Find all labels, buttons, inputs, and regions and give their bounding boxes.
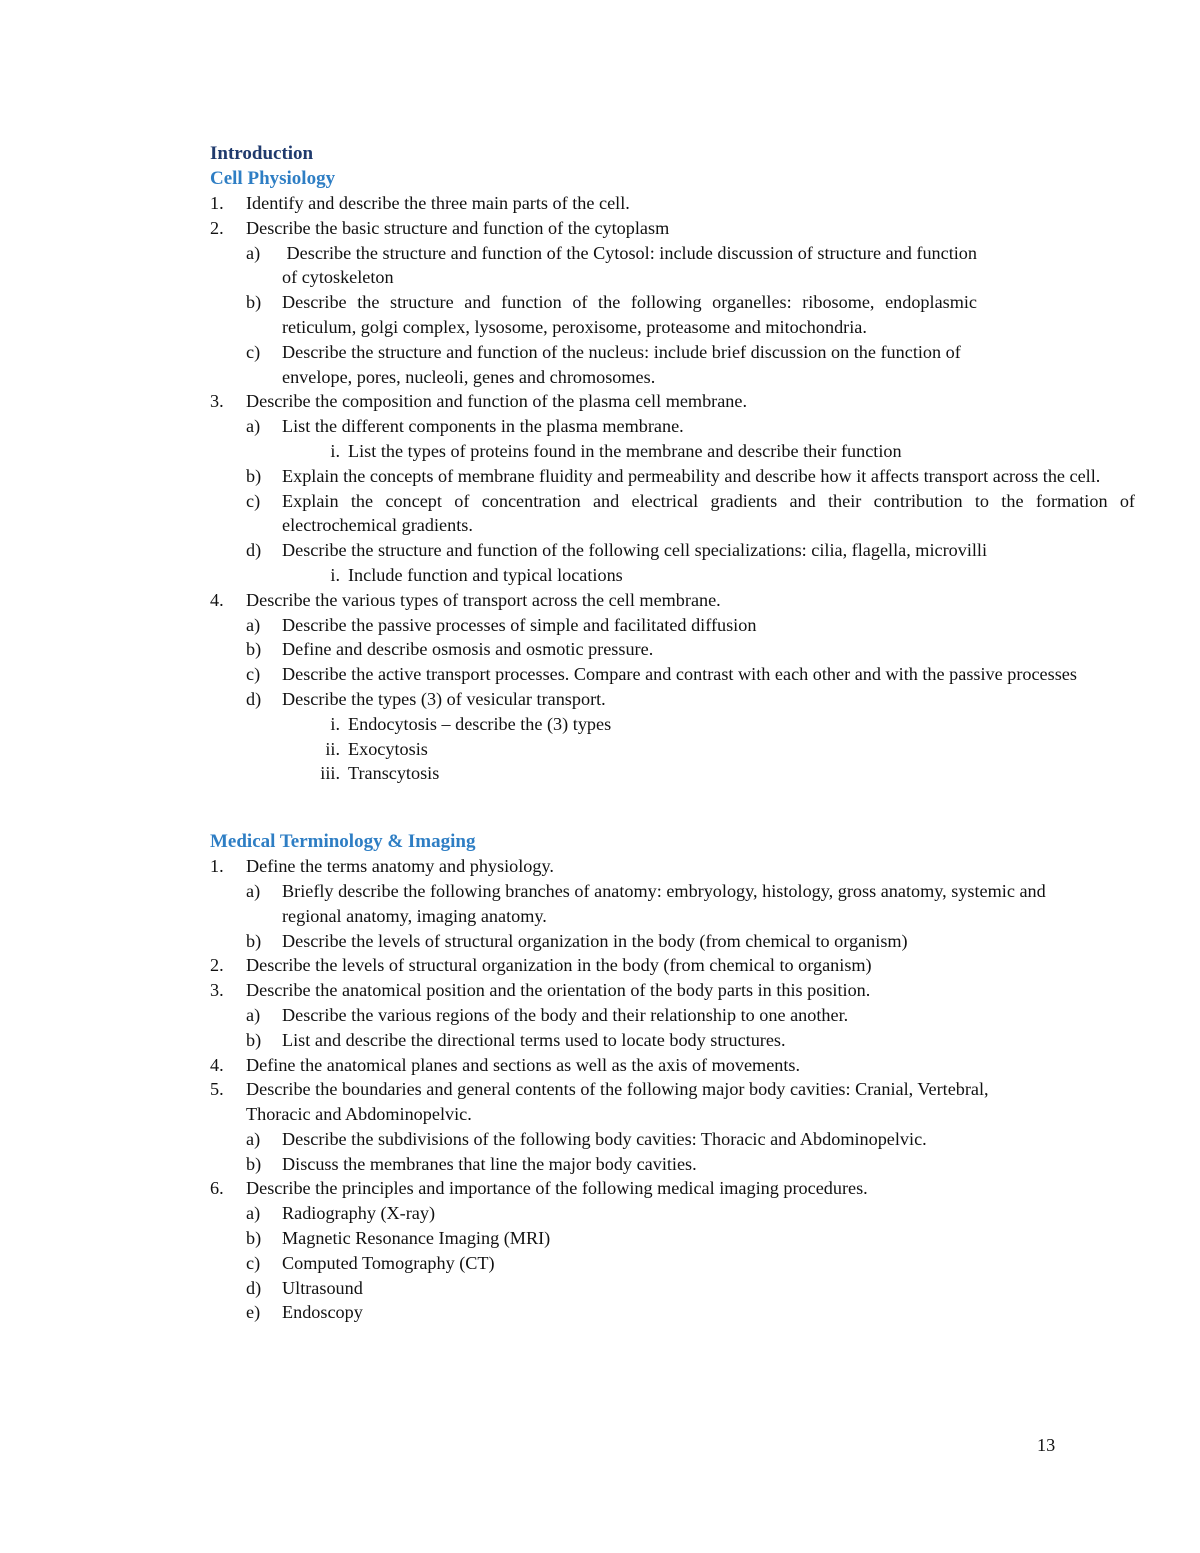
sub-item-text: Describe the subdivisions of the following body cavities: Thoracic and Abdominopelvic. <box>282 1128 927 1149</box>
item-text: Define the anatomical planes and sections as well as the axis of movements. <box>246 1054 801 1075</box>
sub-item <box>246 414 1135 439</box>
sub-item-text: Describe the types (3) of vesicular transport. <box>282 688 606 709</box>
list-item <box>210 1053 1135 1078</box>
sub-item <box>246 1028 1135 1053</box>
sub-item <box>246 1201 1135 1226</box>
roman-numeral: i. <box>330 564 340 585</box>
item-number: 4. <box>210 589 224 610</box>
sub-item-text: Explain the concepts of membrane fluidity and permeability and describe how it affects transport across the cell. <box>282 465 1101 486</box>
item-text: Describe the composition and function of the plasma cell membrane. <box>246 391 748 412</box>
sub-item-letter: c) <box>246 341 261 362</box>
sub-item-letter: d) <box>246 688 262 709</box>
sub-item-letter: d) <box>246 540 262 561</box>
sub-item <box>246 687 1135 712</box>
list-item <box>210 191 1135 216</box>
introduction-heading: Introduction <box>210 143 314 164</box>
item-number: 1. <box>210 193 224 213</box>
roman-sub-item <box>308 737 1135 762</box>
roman-numeral: i. <box>330 440 340 461</box>
sub-item <box>246 1226 1135 1251</box>
item-text: Describe the principles and importance of the following medical imaging procedures. <box>246 1178 868 1199</box>
roman-text: Endocytosis – describe the (3) types <box>348 713 612 734</box>
roman-text: List the types of proteins found in the membrane and describe their function <box>348 440 902 461</box>
sub-item <box>246 538 1135 563</box>
list-item <box>210 216 1135 241</box>
item-text: Describe the anatomical position and the orientation of the body parts in this position. <box>246 980 871 1001</box>
sub-item-text: Endoscopy <box>282 1302 363 1323</box>
sub-item-text: Explain the concept of concentration and electrical gradients and their contribution to the formation of electrochemical gradients. <box>282 490 1135 536</box>
sub-item-text: Describe the active transport processes. Compare and contrast with each other and with the passive processes <box>282 664 1077 685</box>
list-item <box>210 588 1135 613</box>
list-item <box>210 953 1135 978</box>
sub-item-letter: a) <box>246 416 261 437</box>
sub-item-letter: b) <box>246 930 262 951</box>
item-text: Identify and describe the three main parts of the cell. <box>246 193 630 213</box>
list-item <box>210 1176 1135 1201</box>
roman-text: Exocytosis <box>348 738 428 759</box>
sub-item-text: Briefly describe the following branches of anatomy: embryology, histology, gross anatomy, systemic and regional anatomy, imaging anatomy. <box>282 880 1046 926</box>
item-number: 5. <box>210 1079 224 1100</box>
page-number: 13 <box>1037 1435 1056 1455</box>
item-number: 2. <box>210 955 224 976</box>
sub-item-text: Describe the passive processes of simple and facilitated diffusion <box>282 614 757 635</box>
sub-item-text: Describe the levels of structural organization in the body (from chemical to organism) <box>282 930 908 951</box>
item-text: Describe the boundaries and general contents of the following major body cavities: Cranial, Vertebral, Thoracic and Abdominopelvic. <box>246 1079 989 1125</box>
sub-item-text: Radiography (X-ray) <box>282 1203 436 1224</box>
sub-item <box>246 290 977 340</box>
roman-text: Include function and typical locations <box>348 564 623 585</box>
sub-item-text: Discuss the membranes that line the major body cavities. <box>282 1153 697 1174</box>
sub-item-text: List the different components in the plasma membrane. <box>282 416 684 437</box>
roman-sub-item <box>308 761 1135 786</box>
sub-item-text: List and describe the directional terms used to locate body structures. <box>282 1029 786 1050</box>
sub-item <box>246 879 1086 929</box>
sub-item-text: Describe the structure and function of the following cell specializations: cilia, flagella, microvilli <box>282 540 988 561</box>
roman-numeral: ii. <box>325 738 340 759</box>
item-number: 3. <box>210 391 224 412</box>
sub-item-text: Define and describe osmosis and osmotic pressure. <box>282 639 654 660</box>
sub-item-letter: b) <box>246 1228 262 1249</box>
sub-item-letter: b) <box>246 639 262 660</box>
list-item <box>210 854 1135 879</box>
cell-physiology-heading: Cell Physiology <box>210 168 336 189</box>
sub-item-text: Describe the various regions of the body and their relationship to one another. <box>282 1004 849 1025</box>
item-text: Describe the basic structure and function of the cytoplasm <box>246 217 670 238</box>
sub-item <box>246 464 1135 489</box>
list-item <box>210 978 1135 1003</box>
sub-item-letter: b) <box>246 292 262 313</box>
sub-item <box>246 1276 1135 1301</box>
item-text: Define the terms anatomy and physiology. <box>246 856 554 877</box>
sub-item-letter: a) <box>246 242 261 263</box>
sub-item-letter: a) <box>246 1128 261 1149</box>
sub-item-text: Describe the structure and function of the nucleus: include brief discussion on the function of envelope, pores, nucleoli, genes and chromosomes. <box>282 341 961 387</box>
item-number: 2. <box>210 217 224 238</box>
sub-item <box>246 1251 1135 1276</box>
sub-item <box>246 241 988 291</box>
sub-item-letter: c) <box>246 1252 261 1273</box>
section-spacer <box>210 786 1135 829</box>
sub-item-letter: a) <box>246 1004 261 1025</box>
sub-item-text: Magnetic Resonance Imaging (MRI) <box>282 1228 551 1249</box>
sub-item-letter: e) <box>246 1302 261 1323</box>
item-number: 4. <box>210 1054 224 1075</box>
sub-item-letter: b) <box>246 1153 262 1174</box>
sub-item-letter: b) <box>246 465 262 486</box>
roman-numeral: i. <box>330 713 340 734</box>
list-item <box>210 389 1135 414</box>
roman-sub-item <box>308 563 1135 588</box>
sub-item-text: Ultrasound <box>282 1277 363 1298</box>
sub-item-letter: c) <box>246 664 261 685</box>
sub-item <box>246 1003 1135 1028</box>
medical-terminology-heading: Medical Terminology & Imaging <box>210 831 476 853</box>
sub-item <box>246 1127 1135 1152</box>
roman-text: Transcytosis <box>348 763 440 784</box>
sub-item-letter: d) <box>246 1277 262 1298</box>
sub-item-text: Describe the structure and function of the following organelles: ribosome, endoplasmic reticulum, golgi complex, lysosome, peroxisome, proteasome and mitochondria. <box>282 292 977 337</box>
sub-item <box>246 613 1135 638</box>
sub-item <box>246 1152 1135 1177</box>
sub-item-text: Computed Tomography (CT) <box>282 1252 495 1273</box>
sub-item <box>246 340 986 390</box>
sub-item <box>246 489 1135 539</box>
sub-item-letter: a) <box>246 1203 261 1224</box>
sub-item-letter: a) <box>246 614 261 635</box>
sub-item <box>246 637 1135 662</box>
item-number: 3. <box>210 980 224 1001</box>
sub-item-letter: c) <box>246 490 261 511</box>
item-number: 6. <box>210 1178 224 1199</box>
sub-item <box>246 662 1080 687</box>
list-item <box>210 1077 1010 1127</box>
page-content <box>210 141 1135 1325</box>
sub-item-text: Describe the structure and function of the Cytosol: include discussion of structure and function of cytoskeleton <box>282 242 982 288</box>
roman-sub-item <box>308 439 1135 464</box>
sub-item <box>246 929 1135 954</box>
roman-sub-item <box>308 712 1135 737</box>
sub-item-letter: b) <box>246 1029 262 1050</box>
sub-item-letter: a) <box>246 880 261 901</box>
item-number: 1. <box>210 856 224 877</box>
sub-item <box>246 1300 1135 1325</box>
roman-numeral: iii. <box>320 763 340 784</box>
item-text: Describe the various types of transport across the cell membrane. <box>246 589 721 610</box>
item-text: Describe the levels of structural organization in the body (from chemical to organism) <box>246 955 872 976</box>
